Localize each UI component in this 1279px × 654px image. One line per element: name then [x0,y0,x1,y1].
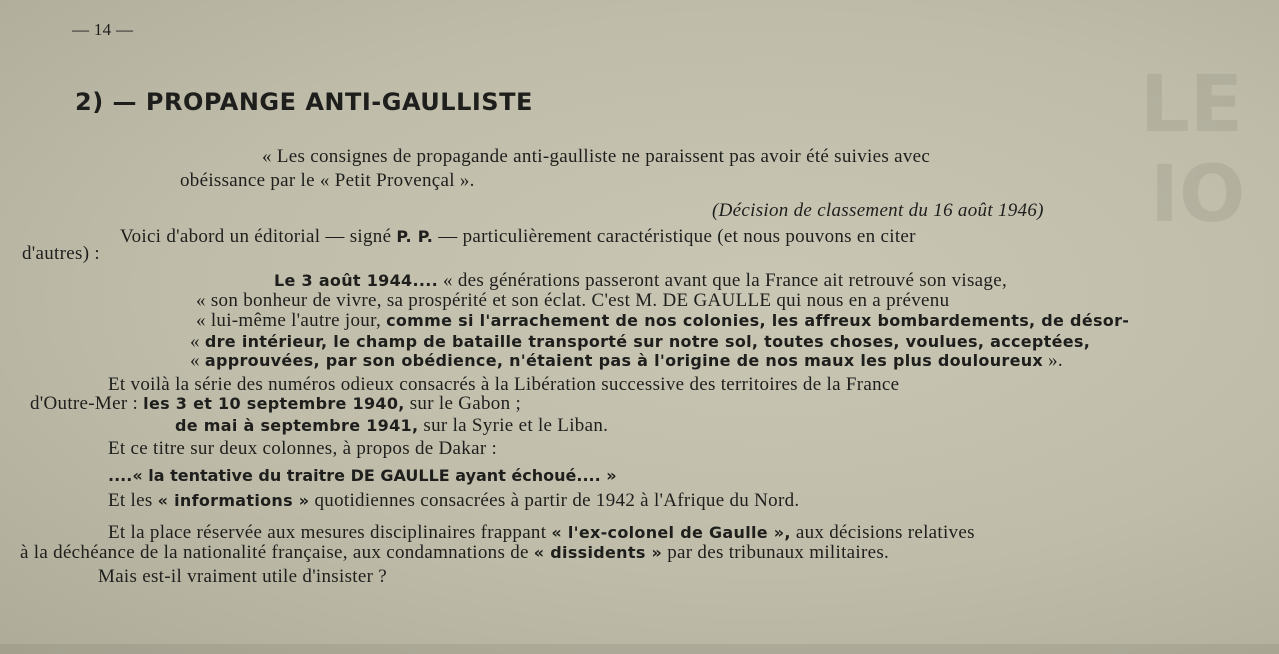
bleed-through-mark: IO [1150,150,1246,240]
informations-text: Et les [108,490,158,511]
place-line-2 [20,542,889,564]
informations-text: quotidiennes consacrées à partir de 1942 à l'Afrique du Nord. [309,490,800,511]
intro-text: Voici d'abord un éditorial — signé [120,226,397,247]
place-text: par des tribunaux militaires. [662,542,890,563]
editorial-emphasis: approuvées, par son obédience, n'étaient pas à l'origine de nos maux les plus douloureux [204,351,1044,370]
editorial-line-2: « son bonheur de vivre, sa prospérité et son éclat. C'est M. DE GAULLE qui nous en a prévenu [196,290,950,311]
editorial-text: « des générations passeront avant que la France ait retrouvé son visage, [437,270,1007,291]
editorial-date: Le 3 août 1944.... [274,271,438,290]
series-line-1: Et voilà la série des numéros odieux consacrés à la Libération successive des territoires de la France [108,374,900,395]
place-emphasis: « l'ex-colonel de Gaulle », [551,523,791,542]
place-text: aux décisions relatives [790,522,975,543]
informations-line [108,490,799,512]
place-text: Et la place réservée aux mesures disciplinaires frappant [108,522,552,543]
page-bottom-shadow [0,644,1279,654]
page-number: — 14 — [72,20,134,39]
editorial-text: ». [1043,350,1063,371]
editorial-line-5 [190,350,1063,372]
intro-line-2: d'autres) : [22,243,100,264]
place-text: à la déchéance de la nationalité française, aux condamnations de [20,542,534,563]
intro-text: — particulièrement caractéristique (et nous pouvons en citer [433,226,916,247]
series-text: sur le Gabon ; [404,393,522,414]
editorial-line-3 [196,310,1129,332]
series-dates: de mai à septembre 1941, [175,416,419,435]
series-line-3 [175,415,608,437]
editorial-line-1 [274,270,1007,292]
title-line: Et ce titre sur deux colonnes, à propos de Dakar : [108,438,498,459]
section-heading: 2) — PROPANGE ANTI-GAULLISTE [75,88,533,116]
intro-paragraph [120,226,916,248]
informations-emphasis: « informations » [157,491,310,510]
editorial-text: « [190,331,205,352]
quote-line-1: « Les consignes de propagande anti-gaulliste ne paraissent pas avoir été suivies avec [262,146,931,167]
editorial-emphasis: dre intérieur, le champ de bataille transporté sur notre sol, toutes choses, voulues, acceptées, [204,332,1091,351]
series-text: sur la Syrie et le Liban. [418,415,609,436]
series-text: d'Outre-Mer : [30,393,144,414]
place-line-1 [108,522,975,544]
series-line-2 [30,393,521,415]
editorial-emphasis: comme si l'arrachement de nos colonies, les affreux bombardements, de désor- [386,311,1130,330]
headline-quote: ....« la tentative du traitre DE GAULLE ayant échoué.... » [108,466,617,485]
closing-line: Mais est-il vraiment utile d'insister ? [98,566,387,587]
bleed-through-mark: LE [1140,60,1243,150]
editorial-text: « lui-même l'autre jour, [196,310,387,331]
quote-source: (Décision de classement du 16 août 1946) [712,200,1044,221]
signature: P. P. [396,227,434,246]
quote-line-2: obéissance par le « Petit Provençal ». [180,170,475,191]
series-dates: les 3 et 10 septembre 1940, [143,394,405,413]
editorial-text: « [190,350,205,371]
place-emphasis: « dissidents » [533,543,663,562]
